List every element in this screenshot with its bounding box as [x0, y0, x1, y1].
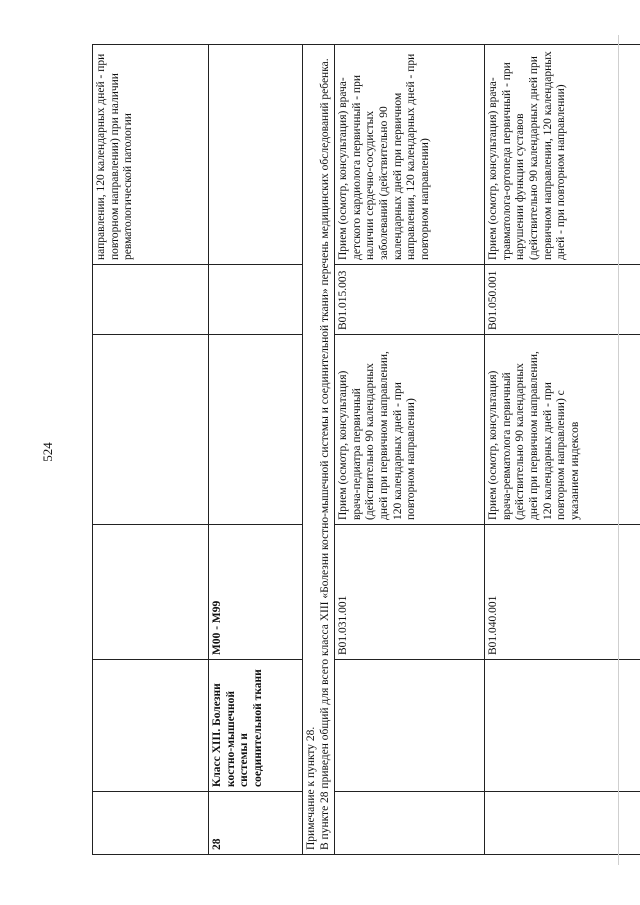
service-code: В01.050.001 [485, 265, 640, 335]
row-number: 28 [209, 792, 303, 855]
table-cell [485, 792, 640, 855]
table-cell [335, 660, 485, 792]
table-cell [209, 265, 303, 335]
table-cell [209, 45, 303, 265]
table-cell [485, 660, 640, 792]
table-row [485, 45, 640, 855]
table-row [209, 45, 303, 855]
table-cell-periods: направлении, 120 календарных дней - при повторном направлении) при наличии ревматологической патологии [93, 45, 209, 265]
table-cell [93, 660, 209, 792]
table-cell [335, 792, 485, 855]
class-name: Класс XIII. Болезни костно-мышечной системы и соединительной ткани [209, 660, 303, 792]
service-description: Прием (осмотр, консультация) врача-травматолога-ортопеда первичный - при нарушении функции суставов (действительно 90 календарных дней при первичном направлении, 120 календарных дней - при повторном направлении) [485, 45, 640, 265]
service-description: Прием (осмотр, консультация) врача-детского кардиолога первичный - при наличии сердечно-сосудистых заболеваний (действительно 90 календарных дней при первичном направлении, 120 календарных дней - при повторном направлении) [335, 45, 485, 265]
table-row [335, 45, 485, 855]
table-row [93, 45, 209, 855]
note-text: В пункте 28 приведен общий для всего класса XIII «Болезни костно-мышечной системы и соединительной ткани» перечень медицинских обследований ребенка. [318, 58, 331, 850]
table-cell [93, 265, 209, 335]
scan-edge-line [618, 35, 619, 865]
document-table [92, 44, 640, 855]
table-cell [93, 792, 209, 855]
service-code: В01.015.003 [335, 265, 485, 335]
note-title: Примечание к пункту 28. [305, 726, 317, 850]
note-cell [303, 45, 335, 855]
service-description: Прием (осмотр, консультация) врача-ревматолога первичный (действительно 90 календарных дней при первичном направлении, 120 календарных дней - при повторном направлении) с указанием индексов [485, 335, 640, 525]
page-number: 524 [40, 442, 55, 462]
table-cell [93, 525, 209, 660]
icd-codes: М00 - М99 [209, 525, 303, 660]
service-code: В01.040.001 [485, 525, 640, 660]
table-row [303, 45, 335, 855]
table-cell [93, 335, 209, 525]
service-description: Прием (осмотр, консультация) врача-педиатра первичный (действительно 90 календарных дней при первичном направлении, 120 календарных дней - при повторном направлении) [335, 335, 485, 525]
service-code: В01.031.001 [335, 525, 485, 660]
table-cell [209, 335, 303, 525]
